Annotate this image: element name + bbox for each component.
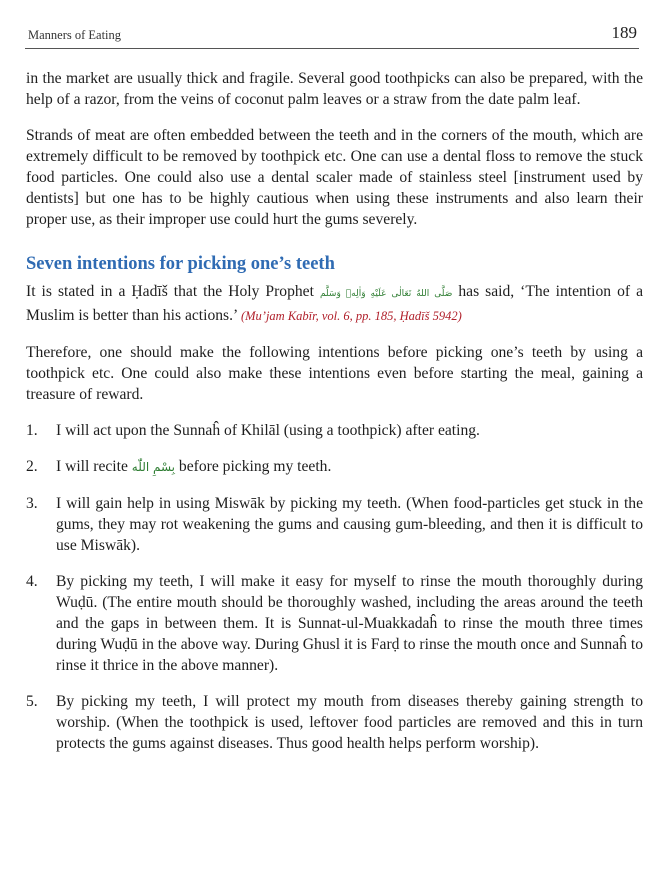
hadith-text-after: has said, ‘The intention of a Muslim is better than his actions.’	[26, 283, 643, 324]
hadith-citation: (Mu’jam Kabīr, vol. 6, pp. 185, Ḥadīš 5942)	[240, 309, 462, 323]
list-item	[26, 571, 643, 676]
bismillah-calligraphy: بِسْمِ اللّٰه	[131, 460, 176, 474]
paragraph-intentions-intro: Therefore, one should make the following intentions before picking one’s teeth by using a toothpick etc. One could also make these intentions even before starting the meal, gaining a treasure of reward.	[26, 344, 643, 403]
list-item-number: 5.	[26, 693, 38, 710]
page-body	[26, 68, 643, 769]
page-header	[25, 22, 639, 49]
paragraph-dental-floss: Strands of meat are often embedded between the teeth and in the corners of the mouth, which are extremely difficult to be removed by toothpick etc. One can use a dental floss to remove the stuck food particles. One could also use a dental scaler made of stainless steel [instrument used by dentists] but one has to be highly cautious when using these instruments and also learn their proper use, as their improper use could hurt the gums severely.	[26, 127, 643, 228]
intentions-list	[26, 420, 643, 754]
list-item-text-before: I will recite	[56, 458, 132, 475]
section-heading: Seven intentions for picking one’s teeth	[26, 254, 335, 274]
salutation-calligraphy: صَلَّى اللهُ تَعَالٰى عَلَيْهِ وَاٰلِهٖ وَسَلَّم	[319, 289, 453, 299]
running-title: Manners of Eating	[28, 28, 122, 42]
list-item	[26, 691, 643, 754]
page-number: 189	[611, 23, 637, 42]
hadith-text-before: It is stated in a Ḥadīš that the Holy Prophet	[26, 283, 320, 300]
list-item	[26, 493, 643, 556]
list-item	[26, 420, 643, 441]
list-item-text: I will gain help in using Miswāk by picking my teeth. (When food-particles get stuck in the gums, they may rot weakening the gums and causing gum-bleeding, and then it is difficult to use Miswāk).	[56, 495, 643, 554]
list-item	[26, 456, 643, 478]
list-item-number: 1.	[26, 422, 38, 439]
paragraph-hadith	[26, 281, 643, 327]
list-item-number: 4.	[26, 573, 38, 590]
list-item-text: By picking my teeth, I will make it easy for myself to rinse the mouth thoroughly during Wuḍū. (The entire mouth should be thoroughly washed, including the areas around the teeth and the gaps in between them. It is Sunnat-ul-Muakkadaĥ to rinse the mouth three times during Wuḍū in the above way. During Ghusl it is Farḍ to rinse the mouth once and Sunnaĥ to rinse it thrice in the above manner).	[56, 573, 643, 674]
list-item-text: By picking my teeth, I will protect my mouth from diseases thereby gaining strength to worship. (When the toothpick is used, leftover food particles are removed and this in turn protects the gums against diseases. Thus good health helps perform worship).	[56, 693, 643, 752]
list-item-number: 2.	[26, 458, 38, 475]
list-item-text: I will act upon the Sunnaĥ of Khilāl (using a toothpick) after eating.	[56, 422, 480, 439]
list-item-number: 3.	[26, 495, 38, 512]
list-item-text-after: before picking my teeth.	[175, 458, 332, 475]
paragraph-toothpick-preparation: in the market are usually thick and fragile. Several good toothpicks can also be prepared, with the help of a razor, from the veins of coconut palm leaves or a straw from the date palm leaf.	[26, 70, 643, 108]
